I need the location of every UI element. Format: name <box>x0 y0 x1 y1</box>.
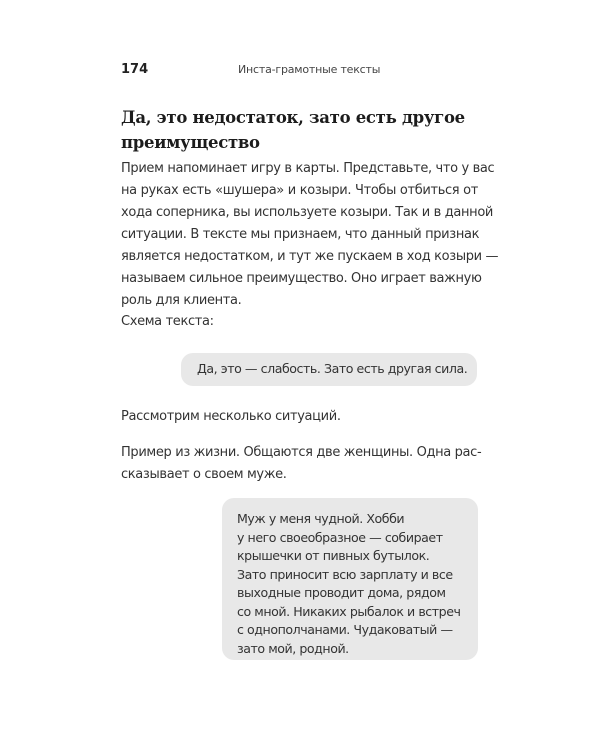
bubble-line: у него своеобразное — собирает <box>237 529 443 545</box>
section-title-line: Да, это недостаток, зато есть другое <box>121 108 465 127</box>
paragraph-line: хода соперника, вы используете козыри. Так и в данной <box>121 205 494 220</box>
paragraph-line: называем сильное преимущество. Оно играет важную <box>121 271 482 286</box>
scheme-label: Схема текста: <box>121 314 214 329</box>
example-bubble <box>222 498 478 660</box>
bubble-line: зато мой, родной. <box>237 640 349 656</box>
running-title: Инста-грамотные тексты <box>238 63 381 76</box>
paragraph-line: Прием напоминает игру в карты. Представьте, что у вас <box>121 161 495 176</box>
bubble-line: со мной. Никаких рыбалок и встреч <box>237 603 461 619</box>
paragraph-line: роль для клиента. <box>121 293 242 308</box>
paragraph-line: Пример из жизни. Общаются две женщины. Одна рас- <box>121 445 482 460</box>
bubble-line: выходные проводит дома, рядом <box>237 585 446 600</box>
page-number: 174 <box>121 62 149 77</box>
bubble-line: Зато приносит всю зарплату и все <box>237 566 453 582</box>
section-title-line: преимущество <box>121 133 260 152</box>
paragraph-line: сказывает о своем муже. <box>121 467 287 482</box>
bubble-line: с однополчанами. Чудаковатый — <box>237 622 453 637</box>
paragraph-line: на руках есть «шушера» и козыри. Чтобы отбиться от <box>121 183 478 198</box>
bubble-line: Муж у меня чудной. Хобби <box>237 511 405 526</box>
situations-text: Рассмотрим несколько ситуаций. <box>121 409 341 424</box>
scheme-bubble-text: Да, это — слабость. Зато есть другая сила. <box>197 361 468 376</box>
scheme-bubble <box>181 353 477 386</box>
bubble-line: крышечки от пивных бутылок. <box>237 548 430 563</box>
paragraph-line: ситуации. В тексте мы признаем, что данный признак <box>121 227 480 242</box>
paragraph-line: является недостатком, и тут же пускаем в ход козыри — <box>121 249 499 264</box>
